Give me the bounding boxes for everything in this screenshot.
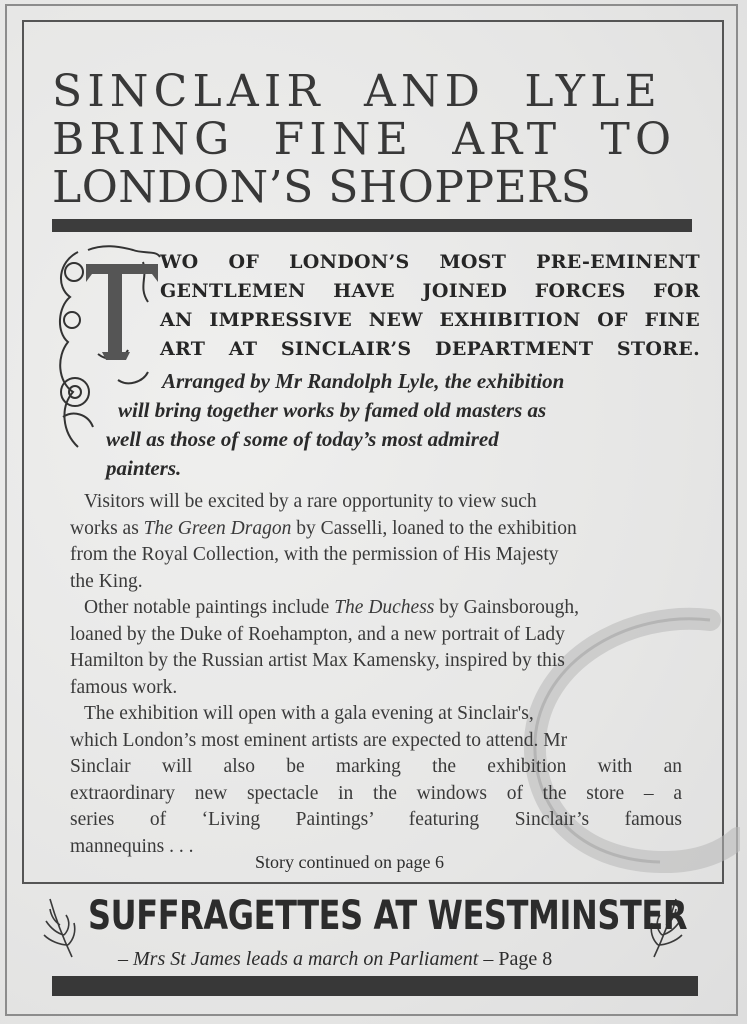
body-text-span: by Casselli, loaned to the exhibition	[291, 517, 577, 539]
intro-paragraph	[106, 367, 686, 483]
body-line: famous work.	[70, 676, 178, 698]
headline-line: BRING FINE ART TO	[52, 114, 677, 165]
artwork-title: The Green Dragon	[143, 517, 292, 539]
secondary-subheadline	[118, 948, 552, 971]
lead-line: AN IMPRESSIVE NEW EXHIBITION OF FINE	[160, 309, 700, 331]
intro-line: painters.	[106, 456, 182, 480]
lead-paragraph	[160, 248, 700, 364]
lead-line: WO OF LONDON’S MOST PRE-EMINENT	[160, 251, 700, 273]
body-line: The exhibition will open with a gala evening at Sinclair's,	[84, 703, 534, 724]
body-line	[70, 516, 682, 543]
article-body	[70, 489, 682, 860]
body-line: series of ‘Living Paintings’ featuring Sinclair’s famous	[70, 809, 682, 830]
fern-ornament-icon	[42, 895, 78, 960]
body-line	[70, 595, 682, 622]
body-line: from the Royal Collection, with the permission of His Majesty	[70, 544, 559, 565]
body-text-span: Other notable paintings include	[84, 597, 335, 618]
body-line: Sinclair will also be marking the exhibition with an	[70, 756, 682, 777]
body-line: mannequins . . .	[70, 835, 194, 857]
body-text-span: works as	[70, 517, 144, 539]
secondary-headline: SUFFRAGETTES AT WESTMINSTER	[88, 893, 688, 939]
headline	[52, 68, 692, 212]
intro-line: Arranged by Mr Randolph Lyle, the exhibition	[162, 369, 565, 393]
body-line: which London’s most eminent artists are expected to attend. Mr	[70, 729, 568, 751]
artwork-title: The Duchess	[334, 597, 435, 618]
page-reference: – Page 8	[478, 948, 553, 970]
body-text-span: by Gainsborough,	[434, 597, 580, 618]
subheadline-italic: – Mrs St James leads a march on Parliament	[118, 948, 479, 970]
intro-line: well as those of some of today’s most admired	[106, 427, 499, 451]
lead-line: GENTLEMEN HAVE JOINED FORCES FOR	[160, 280, 700, 302]
headline-line: LONDON’S SHOPPERS	[52, 162, 592, 213]
lead-line: ART AT SINCLAIR’S DEPARTMENT STORE.	[160, 338, 700, 360]
intro-line: will bring together works by famed old masters as	[118, 398, 547, 422]
body-line: extraordinary new spectacle in the windows of the store – a	[70, 782, 682, 804]
headline-rule	[52, 219, 692, 232]
continued-note: Story continued on page 6	[255, 852, 444, 872]
body-line: Visitors will be excited by a rare opportunity to view such	[84, 491, 537, 512]
body-line: the King.	[70, 570, 143, 592]
footer-rule	[52, 976, 698, 996]
body-line: Hamilton by the Russian artist Max Kamensky, inspired by this	[70, 650, 565, 671]
body-line: loaned by the Duke of Roehampton, and a new portrait of Lady	[70, 623, 565, 645]
headline-line: SINCLAIR AND LYLE	[52, 66, 662, 117]
